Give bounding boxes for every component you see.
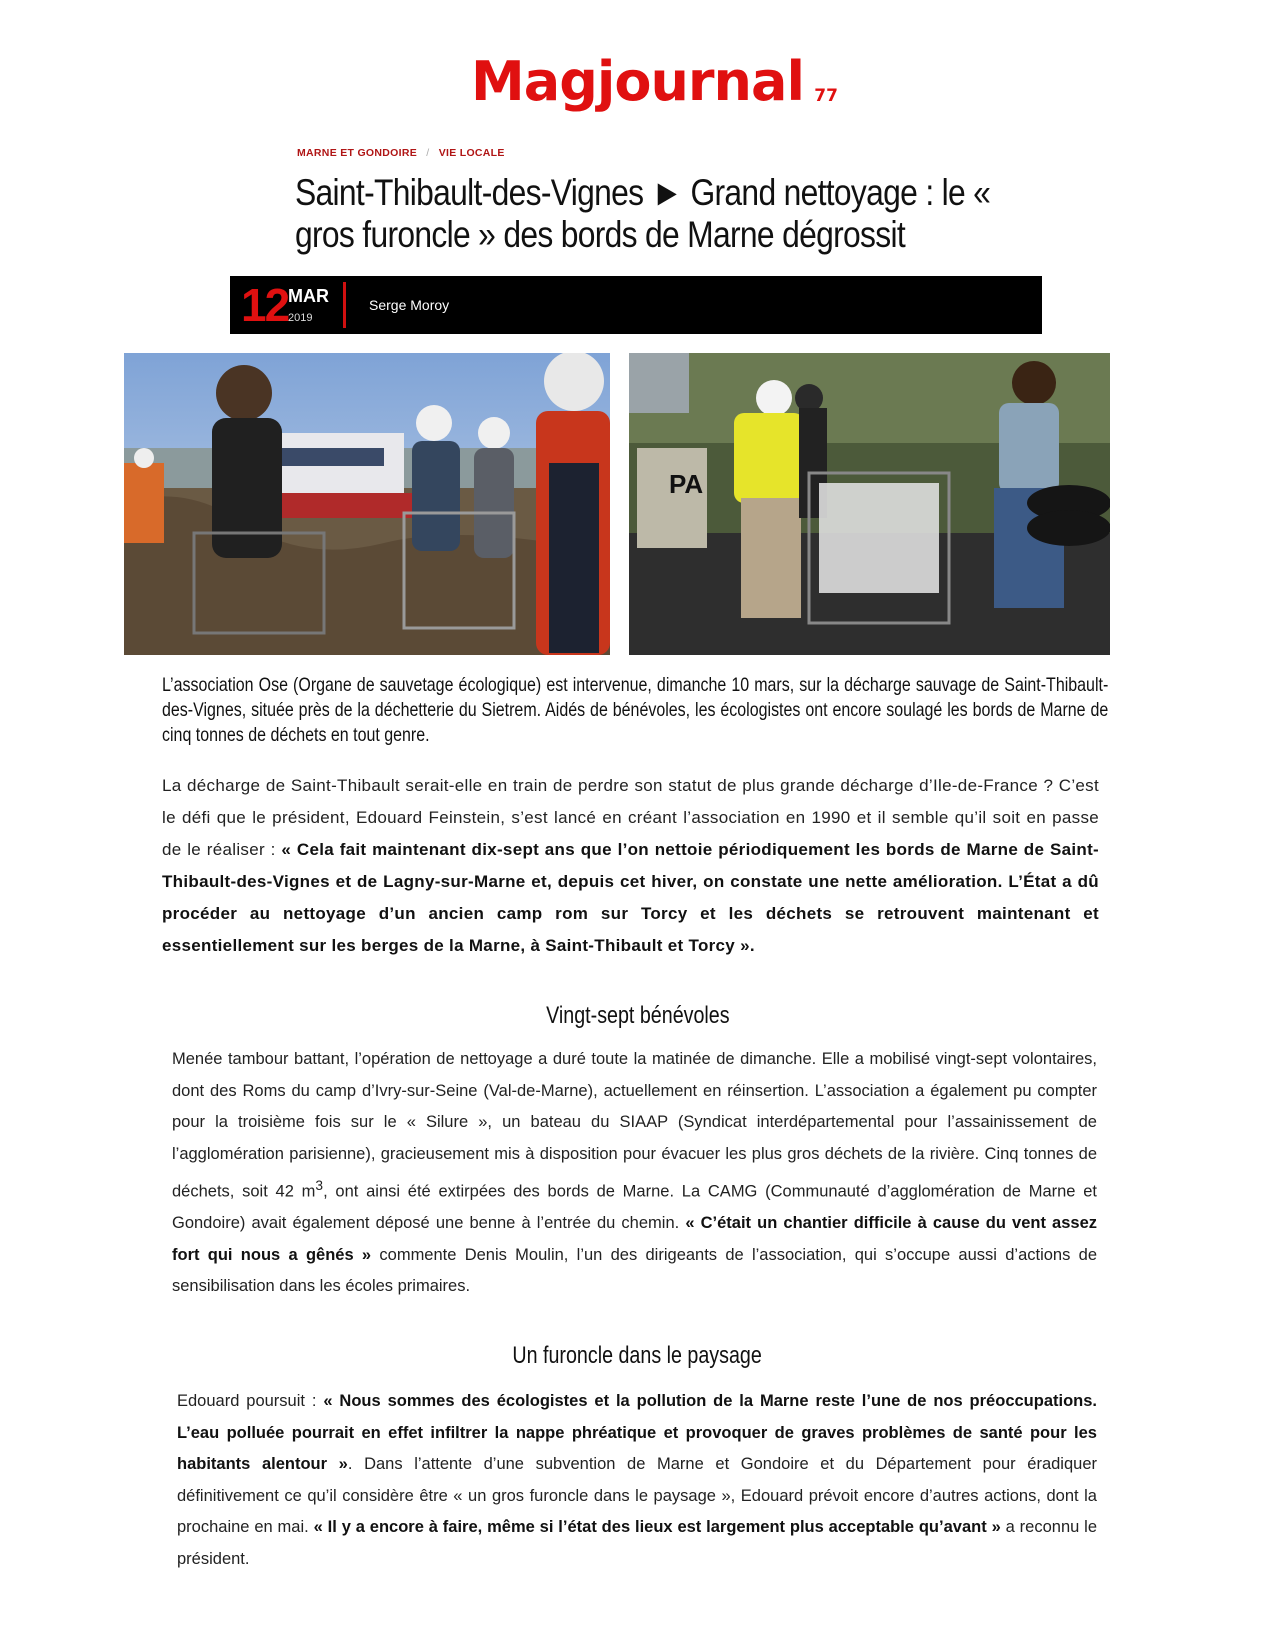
article-meta-bar (230, 276, 1042, 334)
article-photo-volunteers-boat (124, 353, 610, 655)
breadcrumb-separator: / (426, 147, 430, 159)
paragraph-text: Menée tambour battant, l’opération de nettoyage a duré toute la matinée de dimanche. Elle a mobilisé vingt-sept volontaires, dont des Roms du camp d’Ivry-sur-Seine (Val-de-Marne), actuellement en réinsertion. L’association a également pu compter pour la troisième fois sur le « Silure », un bateau du SIAAP (Syndicat interdépartemental pour l’assainissement de l’agglomération parisienne), gracieusement mis à disposition pour évacuer les plus gros déchets de la rivière. Cinq tonnes de déchets, soit 42 m (172, 1050, 1097, 1201)
article-paragraph-2 (172, 1044, 1097, 1303)
article-paragraph-3 (177, 1386, 1097, 1575)
breadcrumb-category-link[interactable]: MARNE ET GONDOIRE (297, 147, 418, 159)
site-logo[interactable] (471, 50, 838, 113)
logo-number: 77 (814, 86, 838, 106)
paragraph-text: Edouard poursuit : (177, 1392, 324, 1410)
article-lead: L’association Ose (Organe de sauvetage écologique) est intervenue, dimanche 10 mars, sur la décharge sauvage de Saint-Thibault-des-Vignes, située près de la déchetterie du Sietrem. Aidés de bénévoles, les écologistes ont encore soulagé les bords de Marne de cinq tonnes de déchets en tout genre. (162, 674, 1109, 746)
date-year: 2019 (288, 312, 313, 324)
date-month: MAR (288, 286, 329, 306)
paragraph-text: , ont ainsi été extirpées des bords de Marne. La CAMG (Communauté d’agglomération de Marne et Gondoire) avait également déposé une benne à l’entrée du chemin. (172, 1182, 1097, 1232)
date-day: 12 (241, 279, 289, 331)
quote: « Il y a encore à faire, même si l’état des lieux est largement plus acceptable qu’avant » (313, 1518, 1001, 1536)
author-link[interactable]: Serge Moroy (369, 297, 450, 313)
meta-divider (343, 282, 346, 328)
paragraph-text: a reconnu le président. (177, 1518, 1098, 1568)
paragraph-text: La décharge de Saint-Thibault serait-elle en train de perdre son statut de plus grande décharge d’Ile-de-France ? C’est le défi que le président, Edouard Feinstein, s’est lancé en créant l’association en 1990 et il semble qu’il soit en passe de le réaliser : (162, 776, 1099, 859)
logo-text: Magjournal (471, 50, 804, 113)
superscript: 3 (315, 1178, 324, 1193)
quote: « Cela fait maintenant dix-sept ans que l’on nettoie périodiquement les bords de Marne de Saint-Thibault-des-Vignes et de Lagny-sur-Marne et, depuis cet hiver, on constate une nette amélioration. L’État a dû procéder au nettoyage d’un ancien camp rom sur Torcy et les déchets se retrouvent maintenant et essentiellement sur les berges de la Marne, à Saint-Thibault et Torcy ». (162, 840, 1099, 955)
subheading-furoncle: Un furoncle dans le paysage (512, 1342, 763, 1369)
article-photo-volunteers-carts (629, 353, 1110, 655)
quote: « Nous sommes des écologistes et la pollution de la Marne reste l’une de nos préoccupations. L’eau polluée pourrait en effet infiltrer la nappe phréatique et provoquer de graves problèmes de santé pour les habitants alentour » (177, 1392, 1098, 1473)
breadcrumb (297, 147, 505, 159)
subheading-volunteers: Vingt-sept bénévoles (545, 1002, 730, 1029)
svg-text:PA: PA (669, 469, 704, 499)
paragraph-text: commente Denis Moulin, l’un des dirigeants de l’association, qui s’occupe aussi d’actions de sensibilisation dans les écoles primaires. (172, 1245, 1097, 1295)
breadcrumb-subcategory-link[interactable]: VIE LOCALE (438, 147, 505, 159)
article-headline: Saint-Thibault-des-Vignes ► Grand nettoyage : le « gros furoncle » des bords de Marne dégrossit (295, 172, 991, 255)
article-paragraph-1 (162, 770, 1099, 962)
masthead (0, 52, 1275, 112)
paragraph-text: . Dans l’attente d’une subvention de Marne et Gondoire et du Département pour éradiquer définitivement ce qu’il considère être « un gros furoncle dans le paysage », Edouard prévoit encore d’autres actions, dont la prochaine en mai. (177, 1455, 1097, 1536)
quote: « C’était un chantier difficile à cause du vent assez fort qui nous a gênés » (172, 1214, 1098, 1264)
